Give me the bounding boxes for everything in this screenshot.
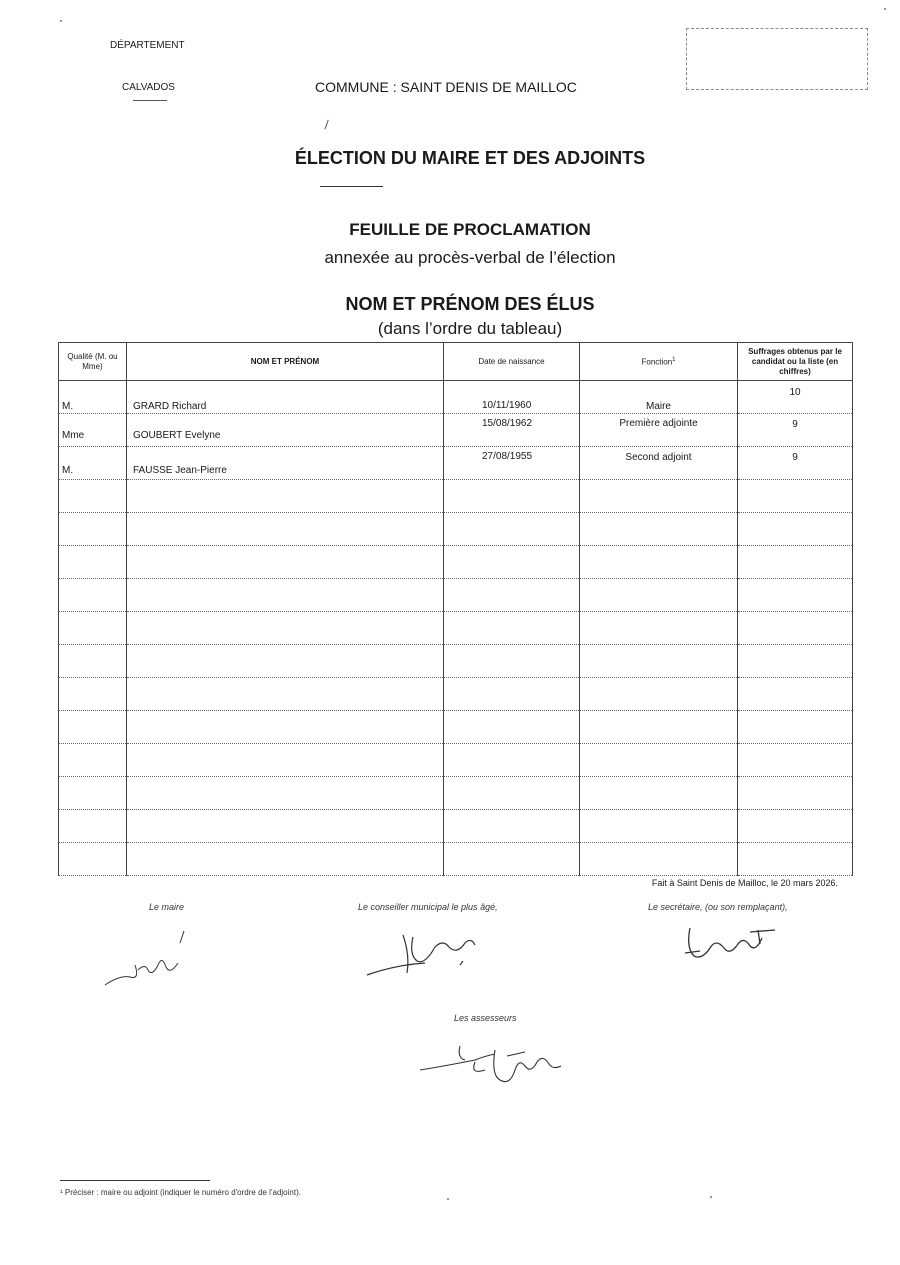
table-cell-empty [127,480,444,513]
table-row [59,447,853,480]
table-cell-empty [444,612,580,645]
table-cell-empty [59,777,127,810]
table-cell-empty [59,744,127,777]
label-secretaire: Le secrétaire, (ou son remplaçant), [648,902,788,912]
table-row-empty [59,612,853,645]
elected-table [58,342,853,876]
table-cell-empty [59,843,127,876]
section-title: NOM ET PRÉNOM DES ÉLUS [345,294,595,314]
table-cell-empty [444,744,580,777]
table-row-empty [59,678,853,711]
scan-speck [60,20,62,22]
cell-fonction: Second adjoint [625,452,692,463]
section-subtitle: (dans l’ordre du tableau) [377,319,563,338]
table-cell-empty [444,810,580,843]
signature-conseiller [365,925,485,985]
table-cell-empty [738,843,853,876]
cell-nom: GRARD Richard [133,401,207,412]
table-row-empty [59,711,853,744]
title-divider [320,186,383,187]
header-nom: NOM ET PRÉNOM [127,343,444,381]
table-row-empty [59,744,853,777]
cell-fonction: Première adjointe [619,418,698,429]
table-cell-empty [59,480,127,513]
table-cell-empty [738,744,853,777]
table-cell-empty [580,843,738,876]
table-cell-empty [444,546,580,579]
table-cell-empty [59,546,127,579]
departement-value: CALVADOS [122,82,175,93]
table-cell-empty [738,513,853,546]
cell-qualite: M. [62,401,74,412]
table-row [59,414,853,447]
table-row-empty [59,810,853,843]
cell-suffrages: 10 [789,387,801,398]
table-cell-empty [580,711,738,744]
header-date: Date de naissance [444,343,580,381]
table-cell-empty [580,744,738,777]
table-row-empty [59,843,853,876]
sheet-subtitle: annexée au procès-verbal de l’élection [324,248,616,267]
footnote-ref: 1 [672,357,676,364]
table-cell-empty [127,711,444,744]
table-cell-empty [59,513,127,546]
table-row-empty [59,579,853,612]
table-cell-empty [444,480,580,513]
stamp-box [686,28,868,90]
label-assesseurs: Les assesseurs [454,1013,517,1023]
table-cell-empty [444,579,580,612]
cell-nom: GOUBERT Evelyne [133,430,221,441]
place-date: Fait à Saint Denis de Mailloc, le 20 mars 2026. [651,878,838,888]
header-fonction-label: Fonction [641,357,673,367]
table-header-row [59,343,853,381]
table-cell-empty [127,645,444,678]
table-cell-empty [738,612,853,645]
cell-date: 27/08/1955 [482,451,533,462]
table-cell-empty [127,744,444,777]
table-cell-empty [580,777,738,810]
table-row-empty [59,513,853,546]
header-fonction [580,343,738,381]
table-cell-empty [580,645,738,678]
signature-secretaire [680,918,790,968]
table-cell-empty [59,711,127,744]
table-cell-empty [580,513,738,546]
page-title: ÉLECTION DU MAIRE ET DES ADJOINTS [294,148,646,168]
table-cell-empty [59,579,127,612]
table-cell-empty [738,777,853,810]
divider [133,100,167,101]
table-cell-empty [444,711,580,744]
table-cell-empty [127,810,444,843]
table-cell-empty [444,843,580,876]
table-cell-empty [580,480,738,513]
scan-speck [884,8,886,10]
scan-speck [710,1196,712,1198]
cell-fonction: Maire [645,401,671,412]
cell-date: 15/08/1962 [482,418,533,429]
table-cell-empty [738,810,853,843]
table-row-empty [59,480,853,513]
table-cell-empty [127,777,444,810]
label-conseiller: Le conseiller municipal le plus âgé, [358,902,498,912]
table-cell-empty [738,678,853,711]
table-cell-empty [580,810,738,843]
cell-qualite: Mme [62,430,85,441]
table-cell-empty [127,546,444,579]
table-cell-empty [444,513,580,546]
table-row-empty [59,645,853,678]
table-cell-empty [127,513,444,546]
cell-qualite: M. [62,465,74,476]
scan-speck [447,1198,449,1200]
table-cell-empty [444,678,580,711]
table-cell-empty [444,777,580,810]
table-row [59,381,853,414]
table-cell-empty [444,645,580,678]
scan-mark [324,120,331,131]
cell-suffrages: 9 [792,419,798,430]
commune-name: COMMUNE : SAINT DENIS DE MAILLOC [315,79,577,95]
table-cell-empty [127,612,444,645]
departement-label: DÉPARTEMENT [110,40,185,51]
table-cell-empty [59,612,127,645]
label-maire: Le maire [149,902,185,912]
table-cell-empty [59,810,127,843]
table-cell-empty [738,546,853,579]
table-cell-empty [580,612,738,645]
sheet-title: FEUILLE DE PROCLAMATION [349,220,591,239]
footnote-divider [60,1180,210,1181]
table-cell-empty [738,711,853,744]
cell-date: 10/11/1960 [482,400,532,411]
cell-nom: FAUSSE Jean-Pierre [133,465,227,476]
table-cell-empty [59,645,127,678]
table-cell-empty [580,546,738,579]
table-cell-empty [738,645,853,678]
table-row-empty [59,546,853,579]
table-row-empty [59,777,853,810]
cell-suffrages: 9 [792,452,798,463]
table-cell-empty [738,579,853,612]
header-suffrages: Suffrages obtenus par le candidat ou la liste (en chiffres) [738,343,853,381]
signature-maire [100,925,200,995]
header-qualite: Qualité (M. ou Mme) [59,343,127,381]
signature-assesseurs [415,1030,575,1100]
table-cell-empty [580,579,738,612]
footnote: ¹ Préciser : maire ou adjoint (indiquer le numéro d'ordre de l'adjoint). [60,1188,301,1197]
table-cell-empty [127,678,444,711]
table-cell-empty [127,579,444,612]
table-cell-empty [580,678,738,711]
table-cell-empty [127,843,444,876]
table-cell-empty [738,480,853,513]
table-cell-empty [59,678,127,711]
